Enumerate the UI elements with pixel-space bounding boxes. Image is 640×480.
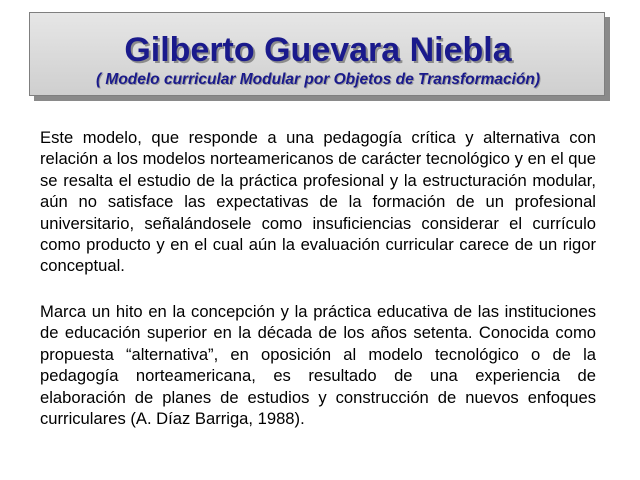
paragraph-2: Marca un hito en la concepción y la práctica educativa de las instituciones de educación superior en la década de los años setenta. Conocida como propuesta “alternativa”, en oposición al modelo tecnológico o de la pedagogía norteamericana, es resultado de una experiencia de elaboración de planes de estudios y construcción de nuevos enfoques curriculares (A. Díaz Barriga, 1988). [40,302,596,429]
slide-subtitle: ( Modelo curricular Modular por Objetos de Transformación) [95,71,541,88]
slide-title: Gilberto Guevara Niebla [124,31,512,69]
paragraph-1: Este modelo, que responde a una pedagogía crítica y alternativa con relación a los modelos norteamericanos de carácter tecnológico y en el que se resalta el estudio de la práctica profesional y la estructuración modular, aún no satisface las expectativas de la formación de un profesional universitario, señalándosele como insuficiencias considerar el currículo como producto y en el cual aún la evaluación curricular carece de un rigor conceptual. [40,128,596,276]
title-box [29,12,605,96]
